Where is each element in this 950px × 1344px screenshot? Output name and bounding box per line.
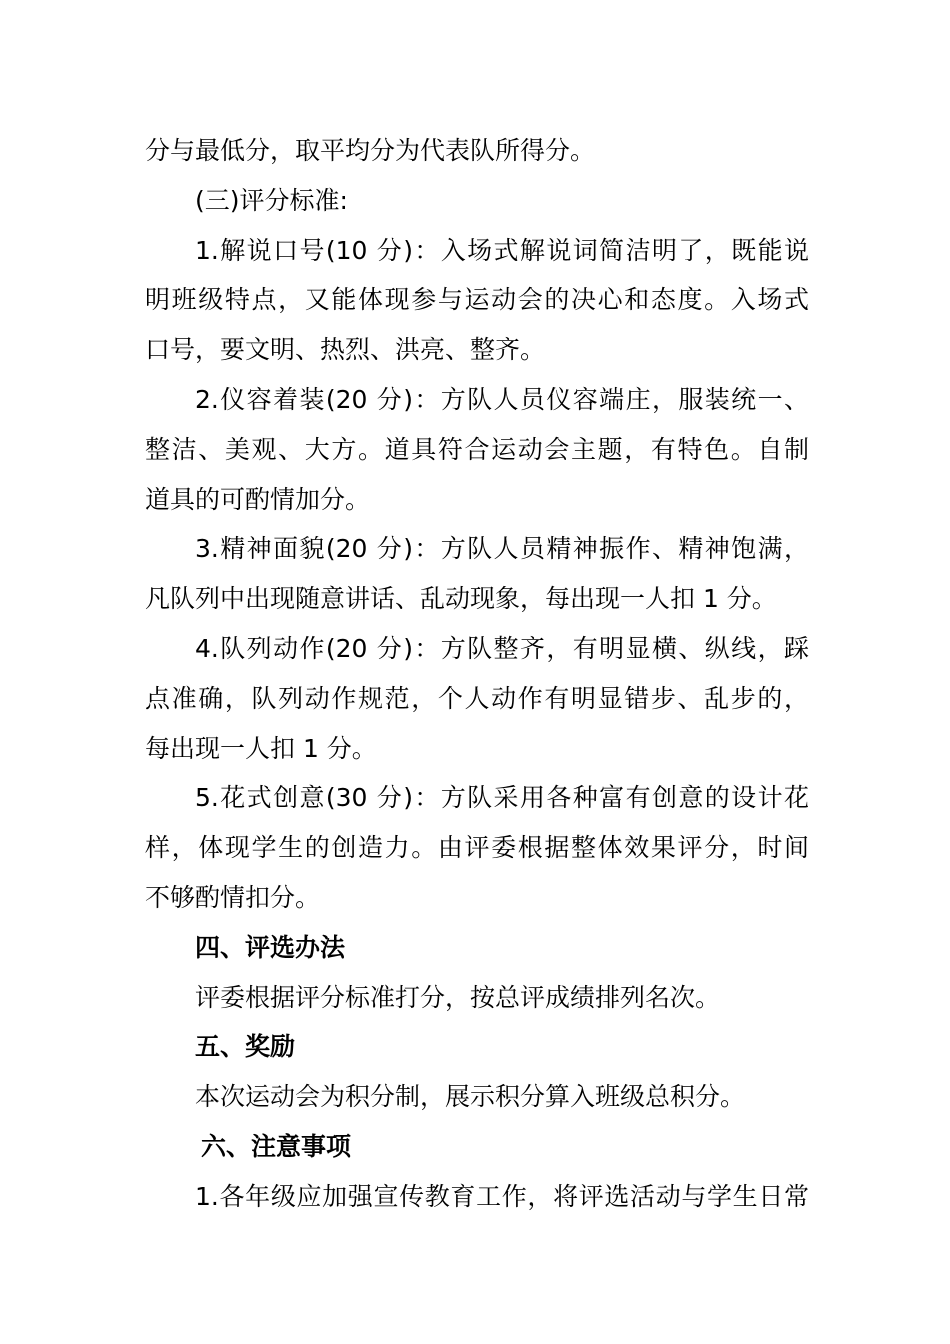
criterion-5-line: 不够酌情扣分。 <box>145 882 321 912</box>
criterion-5-line: 样，体现学生的创造力。由评委根据整体效果评分，时间 <box>145 833 809 863</box>
criterion-4-line: 每出现一人扣 1 分。 <box>145 733 377 763</box>
notes-item-1-line: 1.各年级应加强宣传教育工作，将评选活动与学生日常 <box>195 1181 809 1211</box>
section-heading-notes: 六、注意事项 <box>201 1131 352 1161</box>
criterion-4-line: 4.队列动作(20 分)：方队整齐，有明显横、纵线，踩 <box>195 633 809 663</box>
section-subtitle: (三)评分标准: <box>195 185 348 215</box>
criterion-1-line: 口号，要文明、热烈、洪亮、整齐。 <box>145 335 546 365</box>
criterion-3-line: 3.精神面貌(20 分)：方队人员精神振作、精神饱满， <box>195 534 809 564</box>
document-body <box>145 126 809 1222</box>
criterion-1-line: 明班级特点，又能体现参与运动会的决心和态度。入场式 <box>145 285 809 315</box>
criterion-2-line: 整洁、美观、大方。道具符合运动会主题，有特色。自制 <box>145 434 809 464</box>
criterion-1-line: 1.解说口号(10 分)：入场式解说词简洁明了，既能说 <box>195 235 809 265</box>
section-heading-rewards: 五、奖励 <box>195 1032 296 1062</box>
criterion-3-line: 凡队列中出现随意讲话、乱动现象，每出现一人扣 1 分。 <box>145 584 777 614</box>
criterion-2-line: 2.仪容着装(20 分)：方队人员仪容端庄，服装统一、 <box>195 384 809 414</box>
criterion-5-line: 5.花式创意(30 分)：方队采用各种富有创意的设计花 <box>195 783 809 813</box>
selection-method-text: 评委根据评分标准打分，按总评成绩排列名次。 <box>195 982 721 1012</box>
section-heading-selection-method: 四、评选办法 <box>195 932 346 962</box>
criterion-4-line: 点准确，队列动作规范，个人动作有明显错步、乱步的， <box>145 683 809 713</box>
criterion-2-line: 道具的可酌情加分。 <box>145 484 371 514</box>
rewards-text: 本次运动会为积分制，展示积分算入班级总积分。 <box>195 1082 746 1112</box>
paragraph-line: 分与最低分，取平均分为代表队所得分。 <box>145 136 596 165</box>
